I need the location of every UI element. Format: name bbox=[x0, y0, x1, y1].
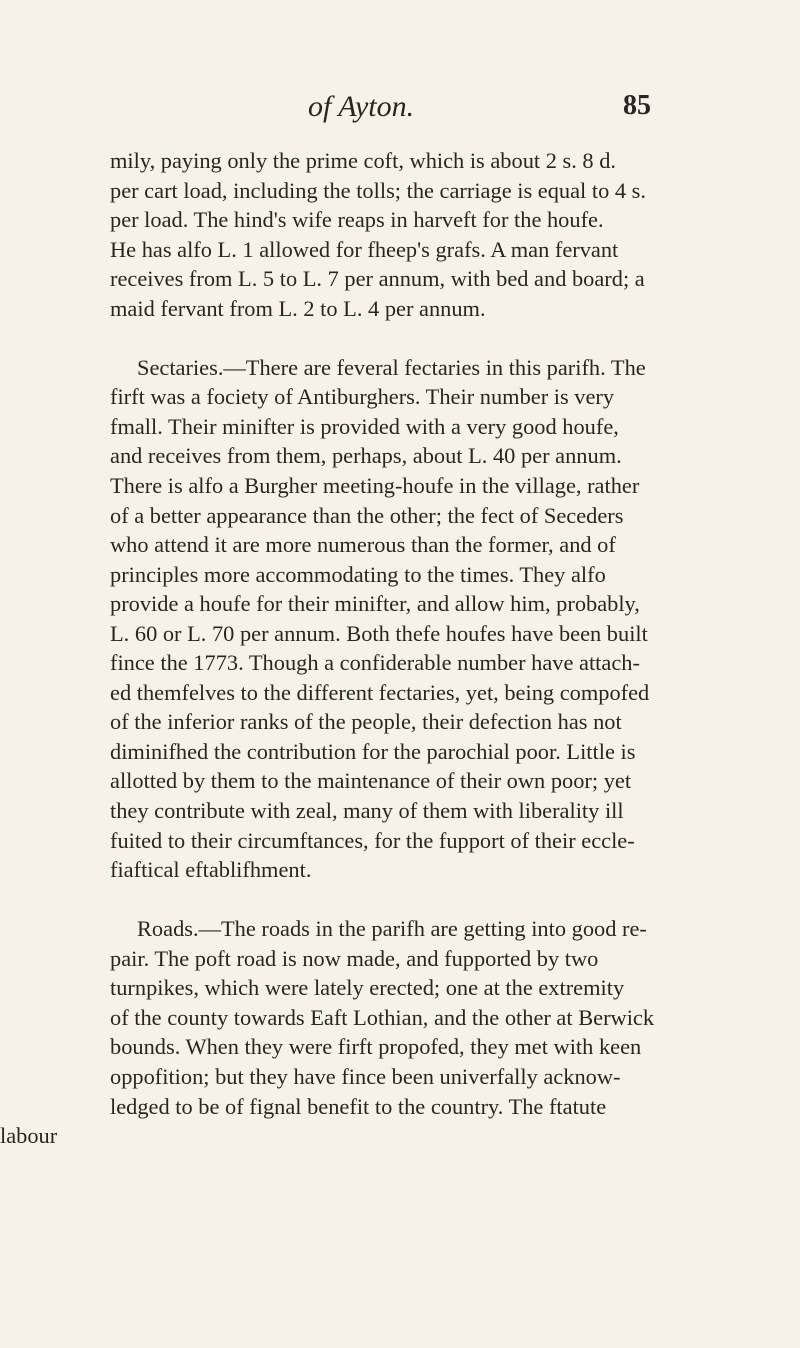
text-line: allotted by them to the maintenance of their own poor; yet bbox=[110, 768, 632, 794]
text-line: Sectaries.—There are feveral fectaries in this parifh. The bbox=[137, 354, 646, 380]
text-line: ledged to be of fignal benefit to the country. The ftatute bbox=[110, 1093, 607, 1119]
text-line: fmall. Their minifter is provided with a very good houfe, bbox=[110, 413, 619, 439]
paragraph-wages bbox=[0, 146, 800, 323]
text-line: of a better appearance than the other; the fect of Seceders bbox=[110, 502, 624, 528]
running-title: of Ayton. bbox=[308, 90, 415, 123]
page-number: 85 bbox=[623, 90, 651, 121]
catchword: labour bbox=[0, 1123, 58, 1149]
text-line: Roads.—The roads in the parifh are getting into good re- bbox=[137, 916, 647, 942]
text-line: per cart load, including the tolls; the carriage is equal to 4 s. bbox=[110, 177, 646, 203]
text-line: provide a houfe for their minifter, and allow him, probably, bbox=[110, 591, 640, 617]
text-line: fince the 1773. Though a confiderable number have attach- bbox=[110, 650, 640, 676]
text-line: turnpikes, which were lately erected; one at the extremity bbox=[110, 975, 625, 1001]
text-line: and receives from them, perhaps, about L. 40 per annum. bbox=[110, 443, 622, 469]
text-line: There is alfo a Burgher meeting-houfe in the village, rather bbox=[110, 473, 640, 499]
catchword-line bbox=[0, 1121, 800, 1151]
body-text bbox=[0, 146, 800, 1151]
text-line: diminifhed the contribution for the parochial poor. Little is bbox=[110, 738, 636, 764]
page-header bbox=[0, 90, 800, 130]
text-line: they contribute with zeal, many of them with liberality ill bbox=[110, 798, 624, 824]
text-line: fiaftical eftablifhment. bbox=[110, 857, 312, 883]
text-line: per load. The hind's wife reaps in harveft for the houfe. bbox=[110, 207, 604, 233]
paragraph-roads bbox=[0, 914, 800, 1121]
text-line: mily, paying only the prime coft, which is about 2 s. 8 d. bbox=[110, 148, 616, 173]
text-line: pair. The poft road is now made, and fupported by two bbox=[110, 945, 599, 971]
text-line: ed themfelves to the different fectaries, yet, being compofed bbox=[110, 679, 650, 705]
text-line: maid fervant from L. 2 to L. 4 per annum. bbox=[110, 295, 486, 321]
text-line: receives from L. 5 to L. 7 per annum, with bed and board; a bbox=[110, 266, 645, 292]
text-line: He has alfo L. 1 allowed for fheep's grafs. A man fervant bbox=[110, 236, 619, 262]
text-line: of the county towards Eaft Lothian, and the other at Berwick bbox=[110, 1004, 655, 1030]
text-line: firft was a fociety of Antiburghers. Their number is very bbox=[110, 384, 615, 410]
text-line: principles more accommodating to the times. They alfo bbox=[110, 561, 606, 587]
text-line: of the inferior ranks of the people, their defection has not bbox=[110, 709, 622, 735]
paragraph-sectaries bbox=[0, 353, 800, 885]
text-line: who attend it are more numerous than the former, and of bbox=[110, 532, 616, 558]
text-line: oppofition; but they have fince been univerfally acknow- bbox=[110, 1063, 621, 1089]
text-line: L. 60 or L. 70 per annum. Both thefe houfes have been built bbox=[110, 620, 648, 646]
text-line: bounds. When they were firft propofed, they met with keen bbox=[110, 1034, 642, 1060]
text-line: fuited to their circumftances, for the fupport of their eccle- bbox=[110, 827, 635, 853]
